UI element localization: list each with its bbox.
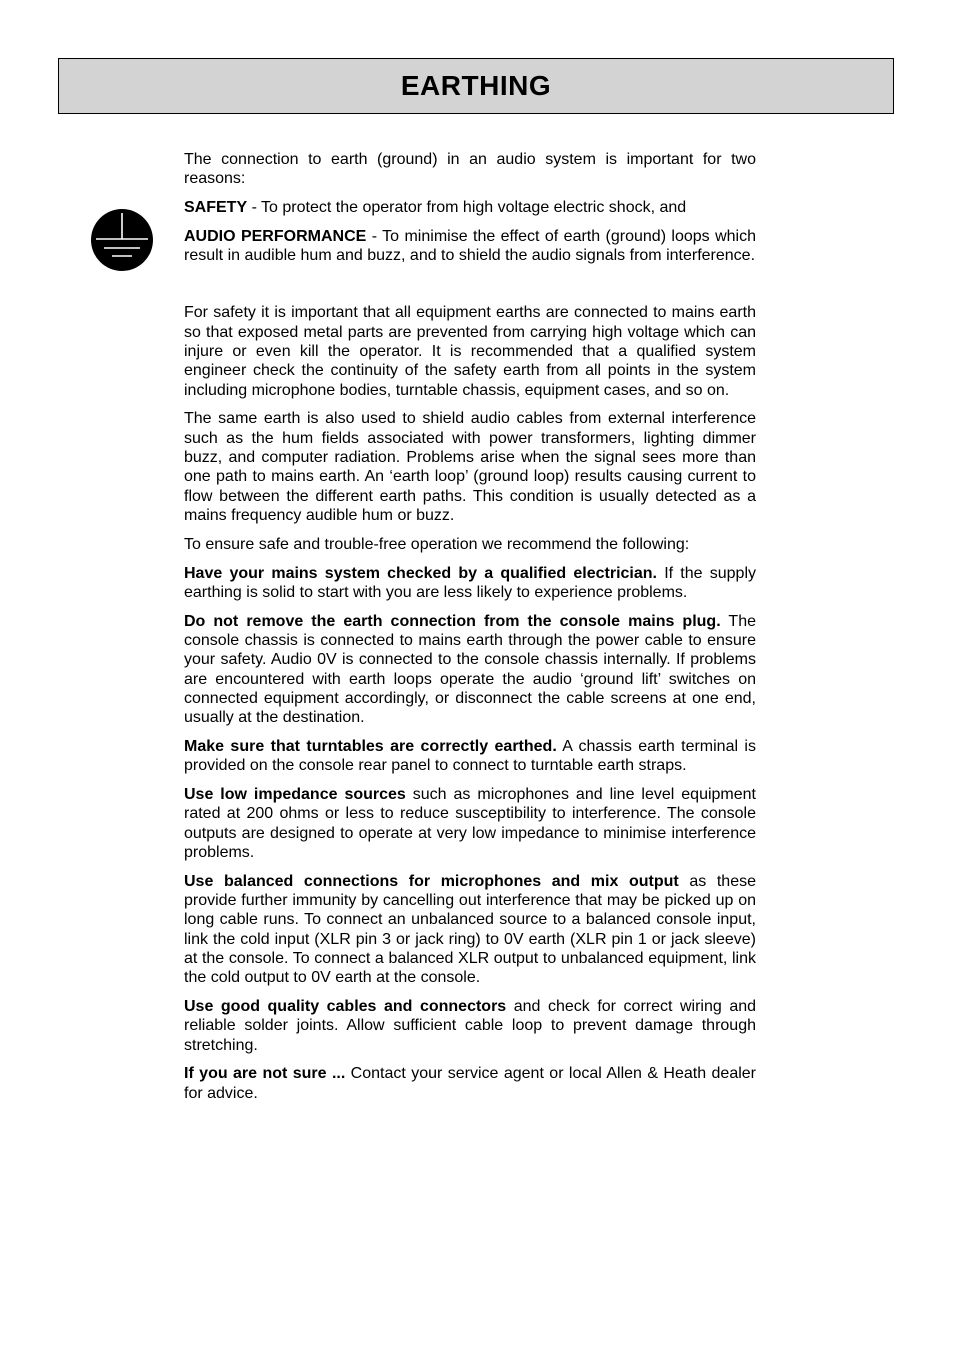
audio-performance-text: - To minimise the effect of earth (ground) loops which result in audible hum and buzz, and to shield the audio signals from interference. — [184, 227, 756, 265]
recommendation-mains-check — [184, 564, 756, 603]
body-text — [184, 150, 756, 1112]
recommendation-heading: Use balanced connections for microphones and mix output — [184, 872, 679, 890]
recommendation-text: A chassis earth terminal is provided on the console rear panel to connect to turntable earth straps. — [184, 737, 756, 775]
recommend-intro: To ensure safe and trouble-free operation we recommend the following: — [184, 535, 690, 553]
protective-earth-icon — [91, 209, 153, 271]
recommendation-text: as these provide further immunity by cancelling out interference that may be picked up on long cable runs. To connect an unbalanced source to a balanced console input, link the cold input (XLR pin 3 or jack ring) to 0V earth (XLR pin 1 or jack sleeve) at the console. To connect a balanced XLR output to unbalanced equipment, link the cold output to 0V earth at the console. — [184, 872, 756, 987]
earth-loop-paragraph: The same earth is also used to shield audio cables from external interference such as the hum fields associated with power transformers, lighting dimmer buzz, and computer radiation. Problems arise when the signal sees more than one path to mains earth. An ‘earth loop’ (ground loop) results causing current to flow between the different earth paths. This condition is usually detected as a mains frequency audible hum or buzz. — [184, 410, 756, 524]
recommendation-earth-connection — [184, 612, 756, 728]
recommendation-heading: If you are not sure ... — [184, 1065, 346, 1083]
recommendation-text: and check for correct wiring and reliable solder joints. Allow sufficient cable loop to prevent damage through stretching. — [184, 997, 757, 1054]
recommendation-heading: Make sure that turntables are correctly earthed. — [184, 737, 557, 755]
recommendation-text: If the supply earthing is solid to start with you are less likely to experience problems. — [184, 564, 756, 601]
recommendation-heading: Do not remove the earth connection from the console mains plug. — [184, 612, 721, 630]
recommendation-text: The console chassis is connected to mains earth through the power cable to ensure your safety. Audio 0V is connected to the console chassis internally. If problems are encountered with earth loops operate the audio ‘ground lift’ switches on connected equipment accordingly, or disconnect the cable screens at one end, usually at the destination. — [184, 612, 756, 727]
recommendation-heading: Use good quality cables and connectors — [184, 997, 507, 1015]
intro-paragraph: The connection to earth (ground) in an audio system is important for two reasons: — [184, 151, 756, 188]
recommendation-balanced — [184, 872, 756, 988]
recommendation-low-impedance — [184, 785, 756, 862]
recommendation-cables — [184, 997, 756, 1055]
recommendation-heading: Use low impedance sources — [184, 786, 406, 804]
recommendation-turntables — [184, 737, 756, 776]
page-title: EARTHING — [400, 70, 552, 101]
safety-label: SAFETY — [184, 199, 248, 217]
safety-paragraph — [184, 198, 756, 217]
title-banner — [58, 58, 894, 114]
safety-earth-paragraph: For safety it is important that all equipment earths are connected to mains earth so that exposed metal parts are prevented from carrying high voltage which can injure or even kill the operator. It is recommended that a qualified system engineer check the continuity of the safety earth from all points in the system including microphone bodies, turntable chassis, equipment cases, and so on. — [184, 304, 756, 399]
audio-performance-paragraph — [184, 227, 756, 266]
audio-performance-label: AUDIO PERFORMANCE — [184, 227, 367, 245]
safety-text: - To protect the operator from high voltage electric shock, and — [247, 199, 687, 217]
recommendation-text: such as microphones and line level equipment rated at 200 ohms or less to reduce susceptibility to interference. The console outputs are designed to operate at very low impedance to minimise interference problems. — [184, 786, 757, 861]
recommendation-not-sure — [184, 1064, 756, 1103]
recommendation-heading: Have your mains system checked by a qualified electrician. — [184, 564, 657, 582]
recommendation-text: Contact your service agent or local Allen & Heath dealer for advice. — [184, 1065, 756, 1102]
